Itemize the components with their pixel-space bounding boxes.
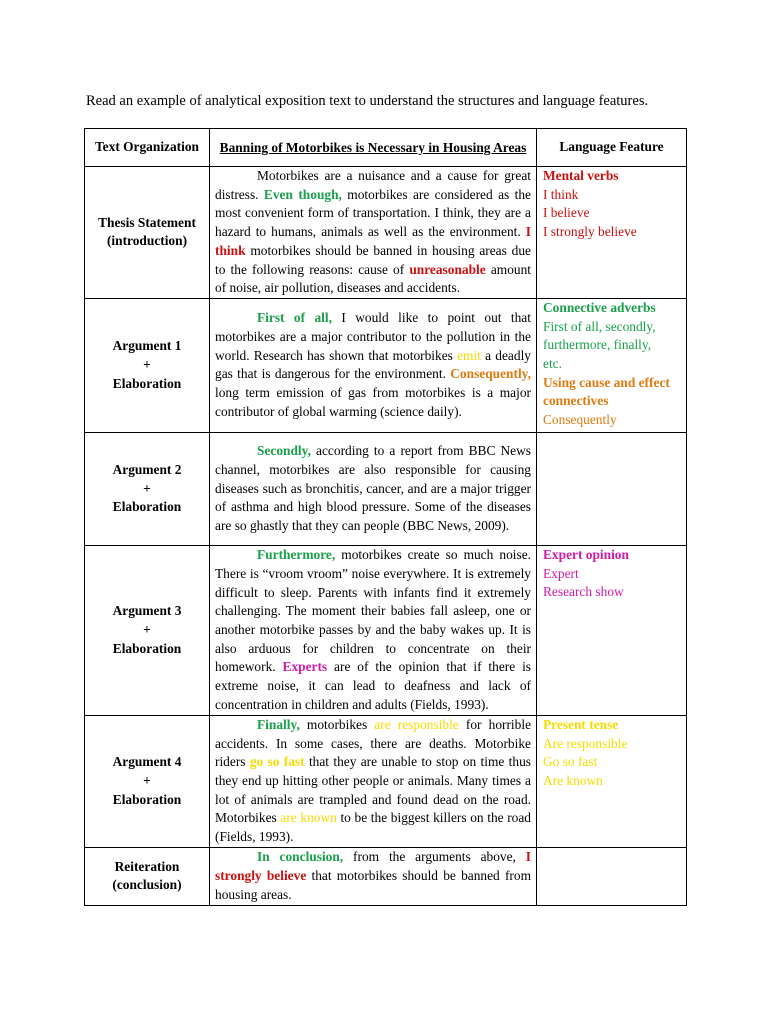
body-text: according to a report from BBC News channel, motorbikes are also responsible for causing diseases such as bronchitis, cancer, and are a major trigger of asthma and high blood pressure. Some of the diseases are so ghastly that they can people (BBC News, 2009).: [215, 443, 531, 533]
table-row-argument-2: [85, 432, 687, 545]
lf-item: First of all, secondly,: [543, 318, 656, 334]
org-cell: [85, 167, 210, 299]
org-sublabel: Elaboration: [112, 499, 182, 515]
lf-heading: Connective adverbs: [543, 299, 656, 315]
body-cell: [210, 167, 537, 299]
body-text: motorbikes create so much noise. There is “vroom vroom” noise everywhere. It is extremely difficult to sleep. Parents with infants find it extremely challenging. The moment their babies fall asleep, one or another motorbike passes by and the baby wakes up. It is also arduous for children to concentrate on their homework.: [215, 547, 531, 675]
lf-item: Are known: [543, 773, 603, 789]
highlight-connective: Even though,: [263, 186, 342, 202]
org-plus: +: [143, 773, 151, 789]
body-text: to be the biggest killers on the road (Fields, 1993).: [215, 810, 532, 845]
language-feature-cell: [537, 545, 687, 715]
org-plus: +: [143, 357, 151, 373]
lf-item: Are responsible: [543, 735, 628, 751]
body-text: are of the opinion that if there is extreme noise, it can lead to deafness and lack of concentration in children and adults (Fields, 1993).: [215, 659, 531, 712]
lf-item: furthermore, finally,: [543, 337, 652, 353]
org-plus: +: [143, 622, 151, 638]
highlight-expert: Experts: [282, 659, 328, 675]
org-label: Reiteration: [114, 858, 180, 874]
org-cell: [85, 432, 210, 545]
body-text: for horrible accidents. In some cases, there are deaths. Motorbike riders: [215, 716, 532, 770]
org-label: Argument 4: [112, 754, 182, 770]
header-text-organization: Text Organization: [85, 129, 210, 167]
highlight-mental-verb: I strongly believe: [215, 849, 532, 883]
highlight-present: emit: [457, 347, 481, 363]
highlight-present: go so fast: [249, 754, 305, 770]
org-sublabel: (introduction): [106, 233, 188, 249]
body-text: motorbikes: [299, 716, 375, 732]
body-text: motorbikes should be banned in housing areas due to the following reasons: cause of: [215, 242, 531, 277]
highlight-cause-effect: Consequently,: [450, 366, 531, 382]
language-feature-cell: [537, 167, 687, 299]
table-row-thesis: [85, 167, 687, 299]
org-label: Argument 2: [112, 461, 182, 477]
table-row-reiteration: [85, 847, 687, 905]
lf-heading: Using cause and effect: [543, 374, 670, 390]
org-sublabel: Elaboration: [112, 375, 182, 391]
body-text: Motorbikes are a nuisance and a cause for great distress.: [215, 168, 531, 202]
highlight-word: unreasonable: [409, 261, 486, 277]
highlight-connective: Secondly,: [257, 443, 311, 459]
table-row-argument-1: [85, 298, 687, 432]
lf-item: Expert: [543, 565, 579, 581]
body-cell: [210, 432, 537, 545]
org-sublabel: Elaboration: [112, 791, 182, 807]
org-label: Argument 1: [112, 338, 182, 354]
lf-heading: Mental verbs: [543, 168, 619, 183]
org-cell: [85, 298, 210, 432]
org-sublabel: (conclusion): [112, 877, 182, 893]
lf-item: I believe: [543, 205, 590, 221]
highlight-present: are known: [280, 810, 337, 826]
body-text: a deadly gas that is dangerous for the environment.: [215, 347, 531, 382]
body-text: I would like to point out that motorbikes are a major contributor to the pollution in the world. Research has shown that motorbikes: [215, 310, 531, 363]
body-text: motorbikes are considered as the most convenient form of transportation. I think, they are a hazard to humans, animals as well as the environment.: [215, 186, 531, 240]
intro-text: Read an example of analytical exposition text to understand the structures and language features.: [86, 93, 649, 109]
body-text: amount of noise, air pollution, diseases and accidents.: [215, 261, 531, 296]
lf-item: Research show: [543, 584, 624, 600]
highlight-connective: In conclusion,: [257, 849, 344, 865]
language-feature-cell: [537, 432, 687, 545]
body-text: that motorbikes should be banned from housing areas.: [215, 867, 531, 902]
lf-item: I think: [543, 186, 579, 202]
lf-heading: connectives: [543, 393, 609, 409]
org-sublabel: Elaboration: [112, 640, 182, 656]
analytical-exposition-table: [84, 128, 687, 906]
language-feature-cell: [537, 847, 687, 905]
org-cell: [85, 715, 210, 847]
lf-item: Go so fast: [543, 754, 598, 770]
header-title: Banning of Motorbikes is Necessary in Housing Areas: [210, 129, 537, 167]
header-language-feature: Language Feature: [537, 129, 687, 167]
org-cell: [85, 847, 210, 905]
language-feature-cell: [537, 715, 687, 847]
body-cell: [210, 545, 537, 715]
body-cell: [210, 298, 537, 432]
lf-item: I strongly believe: [543, 224, 637, 240]
body-cell: [210, 847, 537, 905]
org-cell: [85, 545, 210, 715]
body-text: from the arguments above,: [343, 849, 526, 865]
language-feature-cell: [537, 298, 687, 432]
org-plus: +: [143, 480, 151, 496]
body-cell: [210, 715, 537, 847]
highlight-present: are responsible: [374, 716, 459, 732]
org-label: Argument 3: [112, 603, 182, 619]
lf-heading: Expert opinion: [543, 546, 629, 562]
org-label: Thesis Statement: [98, 214, 196, 230]
highlight-connective: Finally,: [257, 716, 300, 732]
table-header-row: [85, 129, 687, 167]
body-text: long term emission of gas from motorbikes is a major contributor of global warming (science daily).: [215, 385, 531, 419]
highlight-connective: First of all,: [257, 310, 332, 326]
lf-heading: Present tense: [543, 716, 619, 732]
lf-item: etc.: [543, 356, 562, 372]
highlight-connective: Furthermore,: [257, 547, 336, 563]
table-row-argument-3: [85, 545, 687, 715]
body-text: that they are unable to stop on time thus they end up hitting other people or animals. Many times a lot of animals are trampled and found dead on the road. Motorbikes: [215, 754, 531, 826]
lf-item: Consequently: [543, 412, 617, 428]
highlight-mental-verb: I think: [215, 224, 531, 258]
table-row-argument-4: [85, 715, 687, 847]
